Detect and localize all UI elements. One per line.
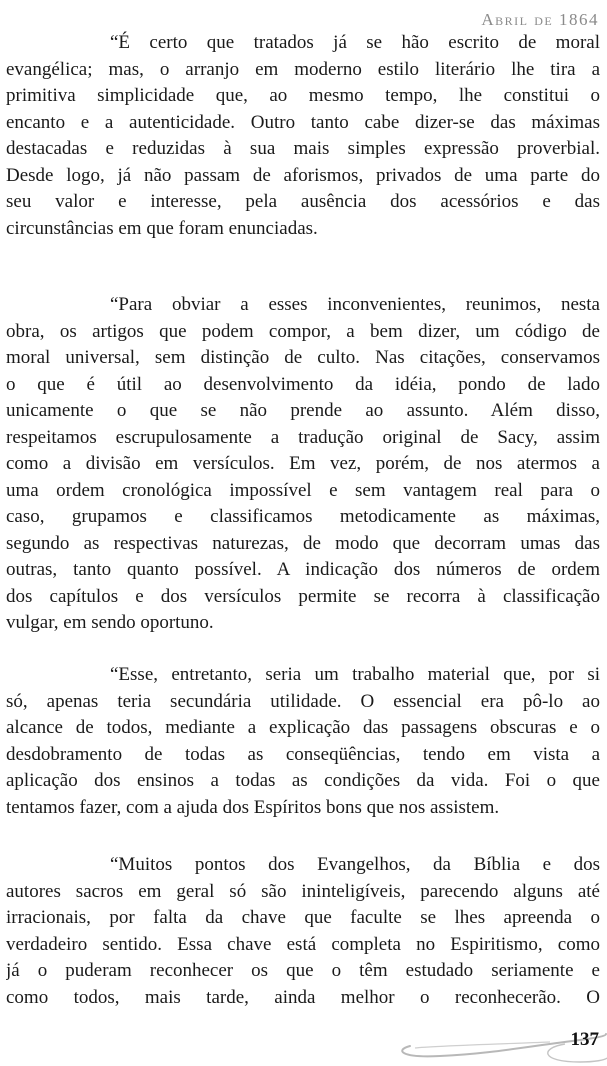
text-line: “Muitos pontos dos Evangelhos, da Bíblia e dos <box>110 854 600 875</box>
page-number: 137 <box>570 1029 599 1050</box>
text-line: circunstâncias em que foram enunciadas. <box>6 217 318 239</box>
text-line: já o puderam reconhecer os que o têm estudado seriamente e <box>6 960 600 981</box>
text-line: o que é útil ao desenvolvimento da idéia, pondo de lado <box>6 373 600 395</box>
text-line: só, apenas teria secundária utilidade. O essencial era pô-lo ao <box>6 690 600 712</box>
text-line: Desde logo, já não passam de aforismos, privados de uma parte do <box>6 164 600 186</box>
text-line: irracionais, por falta da chave que faculte se lhes apreenda o <box>6 907 600 928</box>
paragraph-3 <box>6 662 600 821</box>
text-line: como todos, mais tarde, ainda melhor o reconhecerão. O <box>6 986 600 1008</box>
text-line: encanto e a autenticidade. Outro tanto cabe dizer-se das máximas <box>6 111 600 133</box>
text-line: seu valor e interesse, pela ausência dos acessórios e das <box>6 191 600 212</box>
text-line: uma ordem cronológica impossível e sem vantagem real para o <box>6 479 600 501</box>
text-line: aplicação dos ensinos a todas as condições da vida. Foi o que <box>6 770 600 791</box>
text-line: “Esse, entretanto, seria um trabalho material que, por si <box>110 664 600 685</box>
running-header: Abril de 1864 <box>481 10 599 29</box>
paragraph-4 <box>6 852 600 1011</box>
text-line: destacadas e reduzidas à sua mais simples expressão proverbial. <box>6 138 600 159</box>
text-line: como a divisão em versículos. Em vez, porém, de nos atermos a <box>6 453 600 474</box>
text-line: “Para obviar a esses inconvenientes, reunimos, nesta <box>110 294 600 315</box>
text-line: caso, grupamos e classificamos metodicamente as máximas, <box>6 506 600 527</box>
text-line: tentamos fazer, com a ajuda dos Espíritos bons que nos assistem. <box>6 796 500 818</box>
text-line: evangélica; mas, o arranjo em moderno estilo literário lhe tira a <box>6 58 600 80</box>
text-line: moral universal, sem distinção de culto. Nas citações, conservamos <box>6 347 600 368</box>
text-line: dos capítulos e dos versículos permite se recorra à classificação <box>6 585 600 607</box>
text-line: unicamente o que se não prende ao assunto. Além disso, <box>6 400 600 421</box>
text-line: outras, tanto quanto possível. A indicação dos números de ordem <box>6 559 600 580</box>
text-line: desdobramento de todas as conseqüências, tendo em vista a <box>6 743 600 765</box>
text-line: autores sacros em geral só são ininteligíveis, parecendo alguns até <box>6 880 600 902</box>
text-line: alcance de todos, mediante a explicação das passagens obscuras e o <box>6 717 600 738</box>
text-line: vulgar, em sendo oportuno. <box>6 612 214 633</box>
text-line: verdadeiro sentido. Essa chave está completa no Espiritismo, como <box>6 933 600 955</box>
paragraph-1 <box>6 30 600 242</box>
text-line: “É certo que tratados já se hão escrito de moral <box>110 32 600 53</box>
paragraph-2 <box>6 292 600 637</box>
text-line: obra, os artigos que podem compor, a bem dizer, um código de <box>6 320 600 342</box>
text-line: respeitamos escrupulosamente a tradução original de Sacy, assim <box>6 426 600 448</box>
text-line: segundo as respectivas naturezas, de modo que decorram umas das <box>6 532 600 554</box>
text-line: primitiva simplicidade que, ao mesmo tempo, lhe constitui o <box>6 85 600 106</box>
